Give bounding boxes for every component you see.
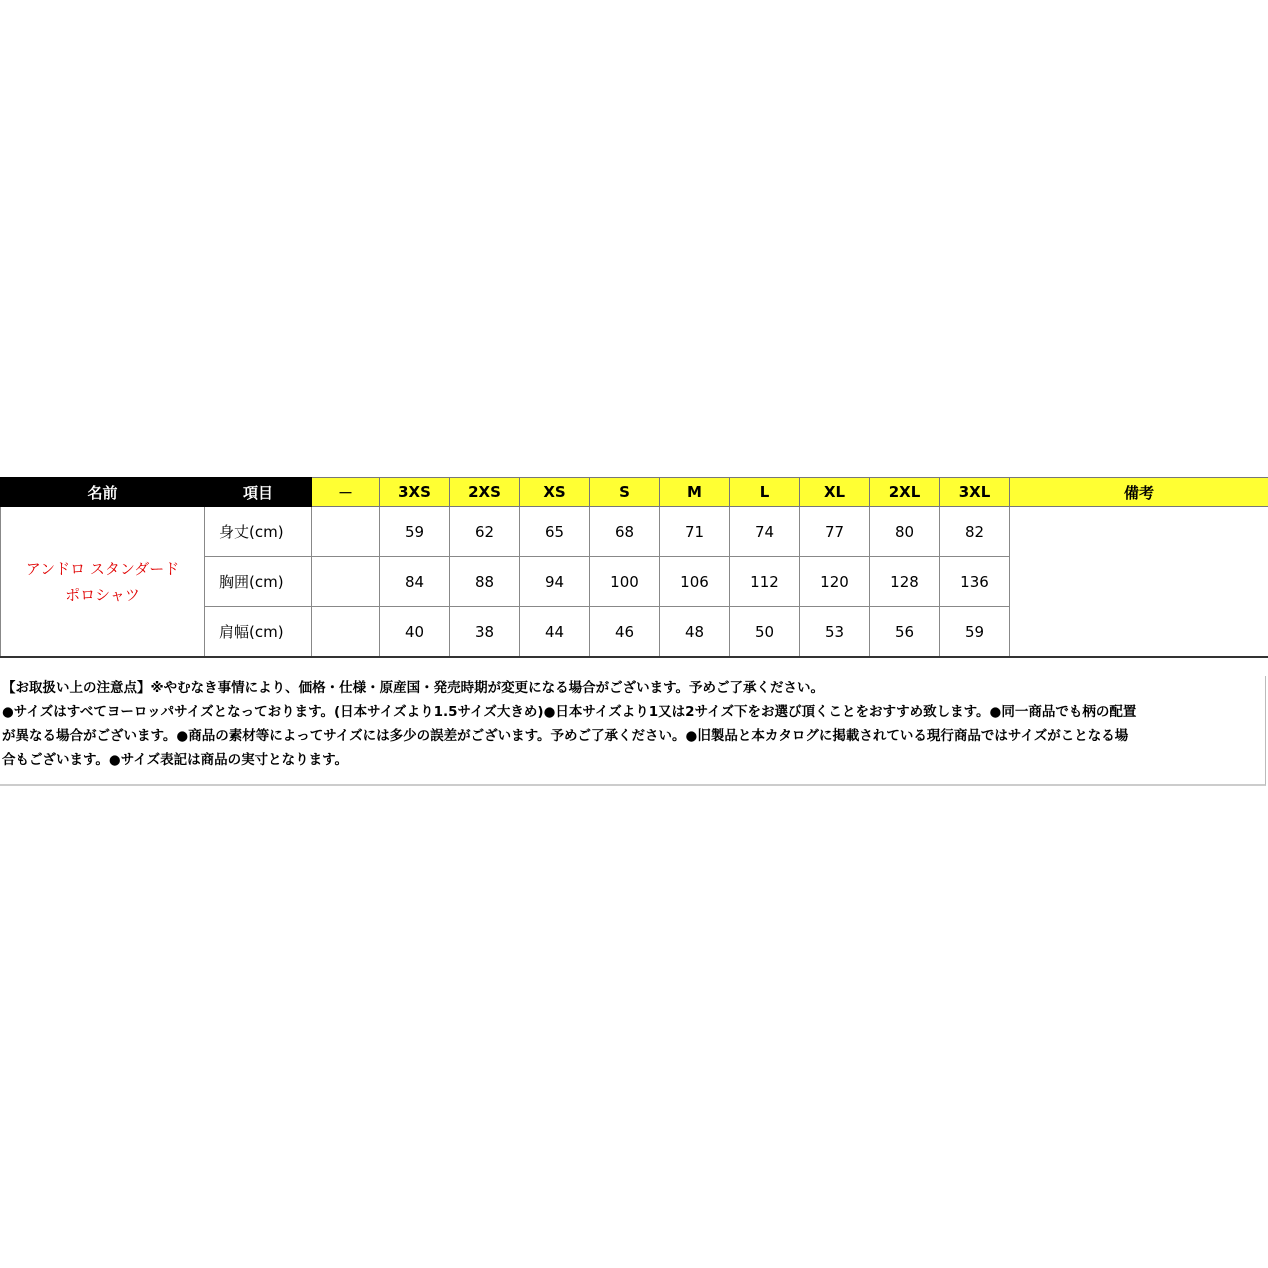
product-name-line2: ポロシャツ — [65, 585, 140, 604]
table-cell: 46 — [590, 607, 660, 658]
table-cell: 106 — [660, 557, 730, 607]
table-cell: 50 — [730, 607, 800, 658]
size-table — [0, 477, 1268, 658]
dash-cell — [312, 557, 380, 607]
table-cell: 53 — [800, 607, 870, 658]
header-size: M — [660, 478, 730, 507]
table-cell: 62 — [450, 507, 520, 557]
header-dash: － — [312, 478, 380, 507]
header-size: 3XS — [380, 478, 450, 507]
row-label: 身丈(cm) — [205, 507, 312, 557]
table-cell: 136 — [940, 557, 1010, 607]
header-size: 3XL — [940, 478, 1010, 507]
table-cell: 112 — [730, 557, 800, 607]
table-cell: 56 — [870, 607, 940, 658]
dash-cell — [312, 607, 380, 658]
remarks-cell — [1010, 507, 1268, 658]
notes-line: 合もございます。●サイズ表記は商品の実寸となります。 — [2, 752, 349, 768]
header-item: 項目 — [205, 478, 312, 507]
table-cell: 44 — [520, 607, 590, 658]
header-size: 2XS — [450, 478, 520, 507]
table-cell: 94 — [520, 557, 590, 607]
table-cell: 71 — [660, 507, 730, 557]
table-cell: 128 — [870, 557, 940, 607]
table-cell: 80 — [870, 507, 940, 557]
notes-line: ●サイズはすべてヨーロッパサイズとなっております。(日本サイズより1.5サイズ大きめ)●日本サイズより1又は2サイズ下をお選び頂くことをおすすめ致します。●同一商品でも柄の配置 — [2, 704, 1137, 720]
table-cell: 84 — [380, 557, 450, 607]
header-size: XS — [520, 478, 590, 507]
header-row — [1, 478, 1268, 507]
table-cell: 77 — [800, 507, 870, 557]
table-cell: 38 — [450, 607, 520, 658]
header-size: XL — [800, 478, 870, 507]
table-cell: 74 — [730, 507, 800, 557]
notes-line: 【お取扱い上の注意点】※やむなき事情により、価格・仕様・原産国・発売時期が変更になる場合がございます。予めご了承ください。 — [2, 680, 825, 696]
header-size: L — [730, 478, 800, 507]
table-cell: 88 — [450, 557, 520, 607]
header-name: 名前 — [1, 478, 205, 507]
header-size: S — [590, 478, 660, 507]
table-cell: 120 — [800, 557, 870, 607]
product-name-cell — [1, 507, 205, 658]
table-cell: 82 — [940, 507, 1010, 557]
table-cell: 59 — [380, 507, 450, 557]
table-cell: 65 — [520, 507, 590, 557]
row-label: 胸囲(cm) — [205, 557, 312, 607]
header-remarks: 備考 — [1010, 478, 1268, 507]
product-name-line1: アンドロ スタンダード — [25, 559, 180, 578]
dash-cell — [312, 507, 380, 557]
table-cell: 68 — [590, 507, 660, 557]
header-size: 2XL — [870, 478, 940, 507]
table-cell: 100 — [590, 557, 660, 607]
row-label: 肩幅(cm) — [205, 607, 312, 658]
table-cell: 59 — [940, 607, 1010, 658]
table-row — [1, 507, 1268, 557]
table-cell: 40 — [380, 607, 450, 658]
notes-line: が異なる場合がございます。●商品の素材等によってサイズには多少の誤差がございます。予めご了承ください。●旧製品と本カタログに掲載されている現行商品ではサイズがことなる場 — [2, 728, 1129, 744]
table-cell: 48 — [660, 607, 730, 658]
notes-box — [0, 676, 1266, 786]
